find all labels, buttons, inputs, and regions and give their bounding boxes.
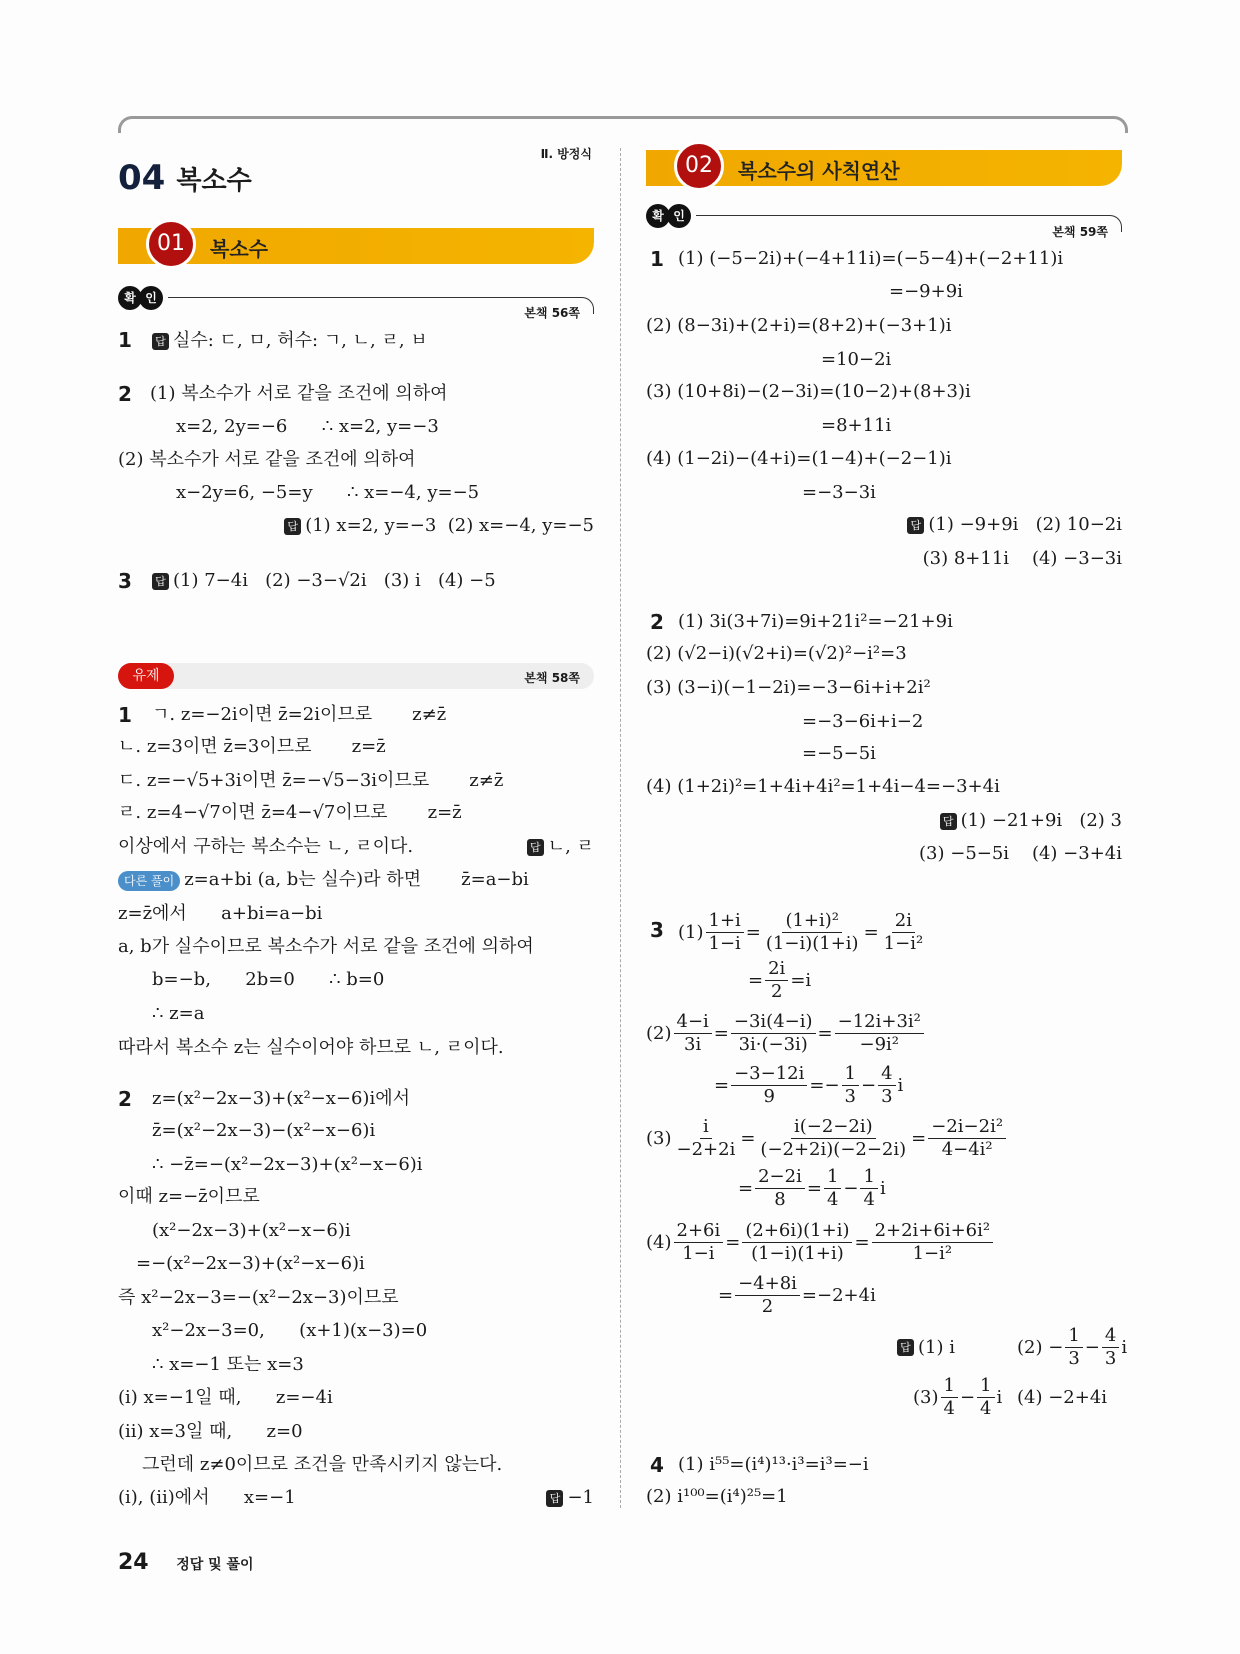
column-divider xyxy=(620,148,621,1508)
solution-line: (1) (−5−2i)+(−4+11i)=(−5−4)+(−2+11)i xyxy=(678,248,1064,269)
denominator: 4 xyxy=(863,1188,875,1210)
numerator: 1 xyxy=(842,1063,859,1086)
page-ref: 본책 59쪽 xyxy=(1052,225,1108,239)
solution-line: 이상에서 구하는 복소수는 ㄴ, ㄹ이다. xyxy=(118,836,414,857)
fraction xyxy=(977,1375,994,1420)
section-bar-01 xyxy=(118,228,594,264)
fraction xyxy=(674,1220,724,1265)
numerator: 2+2i+6i+6i² xyxy=(872,1220,994,1243)
denominator: 3i xyxy=(684,1033,702,1055)
solution-line: 따라서 복소수 z는 실수이어야 하므로 ㄴ, ㄹ이다. xyxy=(118,1037,504,1058)
section-number: 01 xyxy=(146,219,196,269)
page-ref: 본책 58쪽 xyxy=(524,671,580,685)
numerator: 2i xyxy=(765,958,788,981)
numerator: 2−2i xyxy=(755,1166,805,1189)
practice-header xyxy=(118,663,594,689)
result: =−2+4i xyxy=(801,1284,876,1306)
practice-label: 유제 xyxy=(118,663,174,689)
solution-line: ∴ −z̄=−(x²−2x−3)+(x²−x−6)i xyxy=(152,1154,423,1175)
denominator: 4 xyxy=(980,1397,992,1419)
check-badge: 인 xyxy=(667,204,691,228)
part-label: (1) xyxy=(678,921,704,943)
check-badge: 확 xyxy=(118,286,142,310)
answer-icon: 답 xyxy=(907,517,924,534)
part-label: Ⅱ. 방정식 xyxy=(540,147,592,161)
fraction xyxy=(881,910,927,955)
footer-title: 정답 및 풀이 xyxy=(176,1557,254,1573)
solution-line: x²−2x−3=0, (x+1)(x−3)=0 xyxy=(152,1320,428,1341)
answer-icon: 답 xyxy=(546,1490,563,1507)
question-number: 2 xyxy=(650,610,664,634)
footer xyxy=(118,1550,254,1575)
numerator: −3i(4−i) xyxy=(731,1011,816,1034)
fraction xyxy=(731,1063,807,1108)
fraction xyxy=(763,910,862,955)
fraction xyxy=(860,1166,877,1211)
answer-text: (3) −5−5i (4) −3+4i xyxy=(919,843,1122,864)
fraction-line: (2) $\frac{4-i}{3i}$ = $\frac{-3i(4-i)}{3i\cdot(-3i)}$ = $\frac{\text{−12i+3i²}}{\text{−9i²}}$ xyxy=(646,1008,926,1058)
denominator: 1−i² xyxy=(883,932,924,954)
denominator: 8 xyxy=(774,1188,786,1210)
numerator: 1 xyxy=(824,1166,841,1189)
fraction xyxy=(824,1166,841,1211)
solution-line xyxy=(118,867,529,893)
answer-text: (4) −2+4i xyxy=(1017,1386,1108,1408)
numerator: 4 xyxy=(878,1063,895,1086)
numerator: 1 xyxy=(860,1166,877,1189)
solution-line: x−2y=6, −5=y ∴ x=−4, y=−5 xyxy=(176,482,480,503)
fraction-line: = $\frac{2i}{2}$ =i xyxy=(748,957,812,1002)
fraction xyxy=(765,958,788,1003)
denominator: 4−4i² xyxy=(941,1138,993,1160)
fraction-line: = $\frac{2-2i}{8}$ = $\frac{1}{4}$ − $\frac{1}{4}$ i xyxy=(738,1165,886,1210)
solution-line: (2) (8−3i)+(2+i)=(8+2)+(−3+1)i xyxy=(646,315,952,336)
numerator: 1 xyxy=(1065,1325,1082,1348)
solution-line: z=z̄에서 a+bi=a−bi xyxy=(118,903,323,924)
fraction xyxy=(878,1063,895,1108)
answer-text: ㄴ, ㄹ xyxy=(547,836,594,857)
fraction xyxy=(1102,1325,1119,1370)
section-number: 02 xyxy=(674,141,724,191)
answer-text: (1) x=2, y=−3 (2) x=−4, y=−5 xyxy=(305,515,594,536)
answer-icon: 답 xyxy=(284,518,301,535)
numerator: 1 xyxy=(977,1375,994,1398)
answer-line xyxy=(546,1485,594,1511)
fraction xyxy=(835,1011,924,1056)
answer-line: (2) − $\frac{1}{3}$ − $\frac{4}{3}$ i xyxy=(1017,1324,1128,1369)
solution-line: =10−2i xyxy=(821,349,892,370)
answer-icon: 답 xyxy=(940,813,957,830)
denominator: (1−i)(1+i) xyxy=(751,1242,844,1264)
solution-line: b=−b, 2b=0 ∴ b=0 xyxy=(152,969,385,990)
fraction xyxy=(674,1011,712,1056)
part-label: (2) xyxy=(646,1022,672,1044)
answer-line xyxy=(940,808,1122,834)
answer-text: (1) −9+9i (2) 10−2i xyxy=(928,514,1122,535)
numerator: 4 xyxy=(1102,1325,1119,1348)
section-title: 복소수의 사칙연산 xyxy=(738,159,900,183)
solution-line: =−3−6i+i−2 xyxy=(802,711,924,732)
denominator: 4 xyxy=(826,1188,839,1210)
solution-text: z=a+bi (a, b는 실수)라 하면 z̄=a−bi xyxy=(184,869,529,890)
solution-line: ㄹ. z=4−√7이면 z̄=4−√7이므로 z=z̄ xyxy=(118,802,462,823)
solution-line: (4) (1+2i)²=1+4i+4i²=1+4i−4=−3+4i xyxy=(646,776,1000,797)
solution-line: 그런데 z≠0이므로 조건을 만족시키지 않는다. xyxy=(142,1454,503,1475)
solution-line: (2) 복소수가 서로 같을 조건에 의하여 xyxy=(118,449,416,470)
answer-icon: 답 xyxy=(527,839,544,856)
result: =i xyxy=(790,969,812,991)
fraction-line: = $\frac{-4+8i}{2}$ =−2+4i xyxy=(718,1272,876,1317)
numerator: i xyxy=(700,1116,712,1139)
denominator: 2 xyxy=(761,1295,774,1317)
numerator: −3−12i xyxy=(731,1063,807,1086)
check-badge: 확 xyxy=(646,204,670,228)
answer-line xyxy=(897,1322,955,1372)
part-label: (3) xyxy=(646,1127,672,1149)
denominator: 4 xyxy=(943,1397,955,1419)
question-number: 4 xyxy=(650,1453,664,1477)
fraction xyxy=(706,910,744,955)
answer-text: (3) xyxy=(913,1386,939,1408)
solution-line: (2) (√2−i)(√2+i)=(√2)²−i²=3 xyxy=(646,643,907,664)
fraction xyxy=(872,1220,994,1265)
fraction xyxy=(674,1116,739,1161)
section-title: 복소수 xyxy=(210,237,268,261)
answer-line xyxy=(284,513,594,539)
fraction xyxy=(735,1273,800,1318)
answer-icon: 답 xyxy=(152,573,169,590)
solution-line: ∴ x=−1 또는 x=3 xyxy=(152,1354,304,1375)
solution-line: a, b가 실수이므로 복소수가 서로 같을 조건에 의하여 xyxy=(118,936,534,957)
fraction-line: = $\frac{-3-12i}{9}$ =− $\frac{1}{3}$ − $\frac{4}{3}$ i xyxy=(714,1062,904,1107)
fraction xyxy=(1065,1325,1082,1370)
answer-text: −1 xyxy=(567,1487,594,1508)
solution-line: 즉 x²−2x−3=−(x²−2x−3)이므로 xyxy=(118,1287,399,1308)
check-header xyxy=(118,286,594,312)
question-number: 1 xyxy=(118,328,132,352)
denominator: (1−i)(1+i) xyxy=(765,932,859,954)
solution-line: x=2, 2y=−6 ∴ x=2, y=−3 xyxy=(176,416,439,437)
section-bar-02 xyxy=(646,150,1122,186)
denominator: 1−i xyxy=(682,1242,715,1264)
check-badge: 인 xyxy=(139,286,163,310)
numerator: i(−2−2i) xyxy=(791,1116,876,1139)
solution-line: ∴ z=a xyxy=(152,1003,205,1024)
numerator: 1+i xyxy=(706,910,744,933)
answer-text: (3) 8+11i (4) −3−3i xyxy=(922,548,1122,569)
denominator: 3 xyxy=(1104,1347,1117,1369)
answer-icon: 답 xyxy=(152,333,169,350)
fraction xyxy=(742,1220,852,1265)
numerator: 2+6i xyxy=(674,1220,724,1243)
numerator: 1 xyxy=(941,1375,958,1398)
fraction xyxy=(755,1166,805,1211)
question-number: 1 xyxy=(650,247,664,271)
solution-line: (4) (1−2i)−(4+i)=(1−4)+(−2−1)i xyxy=(646,448,952,469)
solution-line: (1) 복소수가 서로 같을 조건에 의하여 xyxy=(150,383,448,404)
chapter-heading xyxy=(118,158,252,198)
answer-line xyxy=(907,512,1122,538)
alternative-solution-badge: 다른 풀이 xyxy=(118,871,180,891)
fraction-line: (4) $\frac{2+6i}{1-i}$ = $\frac{(2+6i)(1+i)}{(1-i)(1+i)}$ = $\frac{\text{2+2i+6i+6i²}}{\text{1−i²}}$ xyxy=(646,1217,995,1267)
solution-line: (1) i⁵⁵=(i⁴)¹³·i³=i³=−i xyxy=(678,1454,869,1475)
denominator: 3 xyxy=(1068,1347,1080,1369)
question-number: 2 xyxy=(118,1087,132,1111)
denominator: −9i² xyxy=(859,1033,899,1055)
solution-line: (ⅰ) x=−1일 때, z=−4i xyxy=(118,1387,333,1408)
numerator: (1+i)² xyxy=(782,910,842,933)
page-ref: 본책 56쪽 xyxy=(524,306,580,320)
solution-line: =−5−5i xyxy=(802,743,876,764)
numerator: 4−i xyxy=(674,1011,712,1034)
numerator: −2i−2i² xyxy=(928,1116,1006,1139)
numerator: (2+6i)(1+i) xyxy=(742,1220,852,1243)
numerator: −4+8i xyxy=(735,1273,800,1296)
solution-line: (ⅰ), (ⅱ)에서 x=−1 xyxy=(118,1487,296,1508)
solution-line: (1) 3i(3+7i)=9i+21i²=−21+9i xyxy=(678,611,953,632)
fraction xyxy=(731,1011,816,1056)
answer-line: (3) $\frac{1}{4}$ − $\frac{1}{4}$ i xyxy=(913,1374,1003,1419)
question-number: 1 xyxy=(118,703,132,727)
page-number: 24 xyxy=(118,1550,149,1575)
fraction xyxy=(842,1063,859,1108)
answer-text: (1) 7−4i (2) −3−√2i (3) i (4) −5 xyxy=(173,570,496,591)
solution-line: =−9+9i xyxy=(889,281,963,302)
question-number: 2 xyxy=(118,382,132,406)
denominator: 3 xyxy=(881,1085,893,1107)
solution-line: (x²−2x−3)+(x²−x−6)i xyxy=(152,1220,351,1241)
question-number: 3 xyxy=(118,569,132,593)
check-header xyxy=(646,204,1122,230)
answer-line xyxy=(527,834,594,860)
top-rule xyxy=(118,116,1128,133)
answer-text: (2) − xyxy=(1017,1336,1064,1358)
denominator: 3 xyxy=(844,1085,856,1107)
denominator: (−2+2i)(−2−2i) xyxy=(760,1138,907,1160)
fraction-line: (3) $\frac{i}{-2+2i}$ = $\frac{i(-2-2i)}{(-2+2i)(-2-2i)}$ = $\frac{\text{−2i−2i²}}{\text{4−4i²}}$ xyxy=(646,1113,1008,1163)
solution-line: z=(x²−2x−3)+(x²−x−6)i에서 xyxy=(152,1088,410,1109)
solution-line: ㄴ. z=3이면 z̄=3이므로 z=z̄ xyxy=(118,736,386,757)
solution-line: (3) (10+8i)−(2−3i)=(10−2)+(8+3)i xyxy=(646,381,971,402)
numerator: −12i+3i² xyxy=(835,1011,924,1034)
solution-line: ㄱ. z=−2i이면 z̄=2i이므로 z≠z̄ xyxy=(152,704,447,725)
answer-text: (1) −21+9i (2) 3 xyxy=(960,810,1122,831)
solution-line: (2) i¹⁰⁰=(i⁴)²⁵=1 xyxy=(646,1486,788,1507)
answer-line xyxy=(152,328,428,354)
fraction-line: (1) $\frac{1+i}{1-i}$ = $\frac{\text{(1+i)²}}{(1-i)(1+i)}$ = $\frac{2i}{\text{1−i²}}$ xyxy=(678,907,928,957)
solution-line: z̄=(x²−2x−3)−(x²−x−6)i xyxy=(152,1120,376,1141)
denominator: −2+2i xyxy=(676,1138,736,1160)
fraction xyxy=(941,1375,958,1420)
solution-line: =−(x²−2x−3)+(x²−x−6)i xyxy=(136,1253,365,1274)
numerator: 2i xyxy=(892,910,915,933)
part-label: (4) xyxy=(646,1231,672,1253)
denominator: 1−i xyxy=(708,932,741,954)
denominator: 9 xyxy=(763,1085,775,1107)
answer-line xyxy=(152,568,496,594)
fraction xyxy=(928,1116,1006,1161)
solution-line: 이때 z=−z̄이므로 xyxy=(118,1186,260,1207)
denominator: 1−i² xyxy=(912,1242,953,1264)
solution-line: =8+11i xyxy=(821,415,892,436)
answer-text: (1) i xyxy=(918,1336,955,1358)
fraction xyxy=(757,1116,909,1161)
answer-text: 실수: ㄷ, ㅁ, 허수: ㄱ, ㄴ, ㄹ, ㅂ xyxy=(173,330,428,351)
denominator: 3i·(−3i) xyxy=(738,1033,808,1055)
solution-line: (3) (3−i)(−1−2i)=−3−6i+i+2i² xyxy=(646,677,931,698)
chapter-title: 복소수 xyxy=(176,166,252,196)
answer-icon: 답 xyxy=(897,1339,914,1356)
solution-line: ㄷ. z=−√5+3i이면 z̄=−√5−3i이므로 z≠z̄ xyxy=(118,770,504,791)
chapter-number: 04 xyxy=(118,158,166,198)
question-number: 3 xyxy=(650,918,664,942)
solution-line: (ⅱ) x=3일 때, z=0 xyxy=(118,1421,303,1442)
solution-line: =−3−3i xyxy=(802,482,876,503)
denominator: 2 xyxy=(770,980,783,1002)
